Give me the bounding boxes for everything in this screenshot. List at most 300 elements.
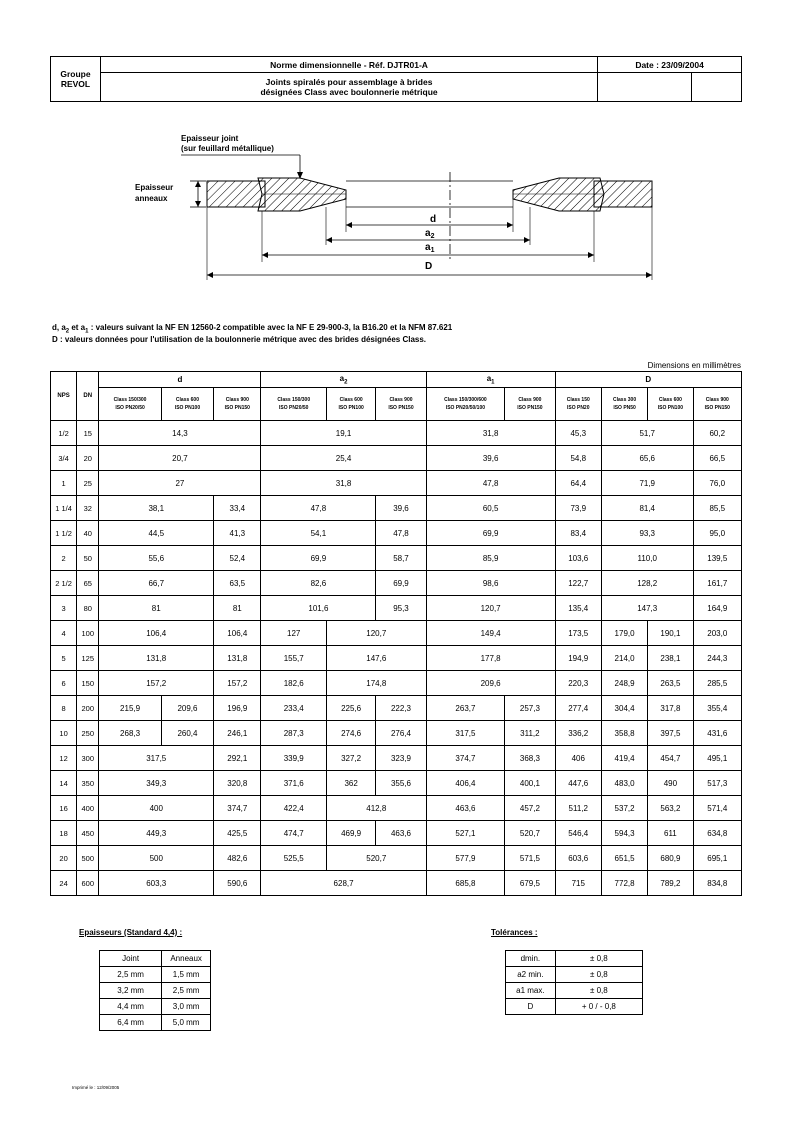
cell-a2: 469,9 [326, 821, 375, 846]
cell-d: 317,5 [99, 746, 214, 771]
cell-dn: 20 [77, 446, 99, 471]
cell-nps: 3/4 [51, 446, 77, 471]
cell-D: 179,0 [601, 621, 647, 646]
table-row [51, 571, 742, 596]
cell-d: 44,5 [99, 521, 214, 546]
cell-dn: 15 [77, 421, 99, 446]
table-row [51, 846, 742, 871]
cell-a1: 463,6 [426, 796, 505, 821]
cell-d: 106,4 [99, 621, 214, 646]
cell-a2: 520,7 [326, 846, 426, 871]
col-nps: NPS [51, 372, 77, 421]
label-feuillard: (sur feuillard métallique) [181, 144, 274, 153]
cell-D: 571,4 [693, 796, 741, 821]
cell-d: 590,6 [214, 871, 261, 896]
table-row [51, 796, 742, 821]
cell-dn: 125 [77, 646, 99, 671]
sub-header: Class 600 ISO PN100 [161, 388, 213, 421]
cell-dn: 450 [77, 821, 99, 846]
cell-a2: 233,4 [261, 696, 326, 721]
cell-D: 135,4 [555, 596, 601, 621]
cell-nps: 20 [51, 846, 77, 871]
cell-a2: 339,9 [261, 746, 326, 771]
cell-nps: 4 [51, 621, 77, 646]
cell-D: 789,2 [648, 871, 693, 896]
cell-d: 81 [214, 596, 261, 621]
cell-d: 500 [99, 846, 214, 871]
cell-D: 263,5 [648, 671, 693, 696]
cell-D: 64,4 [555, 471, 601, 496]
group-D: D [555, 372, 741, 388]
table-row [51, 821, 742, 846]
norm-reference: Norme dimensionnelle - Réf. DJTR01-A [100, 57, 597, 73]
cell-dn: 65 [77, 571, 99, 596]
sub-header: Class 150/300/600 ISO PN20/50/100 [426, 388, 505, 421]
cell-d: 33,4 [214, 496, 261, 521]
cell-D: 511,2 [555, 796, 601, 821]
cell-D: 238,1 [648, 646, 693, 671]
cell-nps: 6 [51, 671, 77, 696]
cell-dn: 25 [77, 471, 99, 496]
table-row [51, 871, 742, 896]
sub-header: Class 900 ISO PN150 [214, 388, 261, 421]
label-epaisseur-joint: Epaisseur joint [181, 134, 239, 143]
cell-d: 63,5 [214, 571, 261, 596]
cell-d: 268,3 [99, 721, 161, 746]
thickness-joint: 6,4 mm [100, 1015, 162, 1031]
cell-a2: 225,6 [326, 696, 375, 721]
cell-a1: 457,2 [505, 796, 555, 821]
tolerance-label: dmin. [506, 951, 556, 967]
table-row [506, 951, 643, 967]
thickness-joint: 2,5 mm [100, 967, 162, 983]
cell-a2: 174,8 [326, 671, 426, 696]
cell-D: 611 [648, 821, 693, 846]
cell-d: 425,5 [214, 821, 261, 846]
cell-nps: 10 [51, 721, 77, 746]
table-row [51, 496, 742, 521]
header-empty-cell [692, 73, 742, 102]
cell-a1: 577,9 [426, 846, 505, 871]
cell-d: 449,3 [99, 821, 214, 846]
table-row [100, 983, 211, 999]
cell-D: 161,7 [693, 571, 741, 596]
cell-nps: 16 [51, 796, 77, 821]
tolerance-label: a1 max. [506, 983, 556, 999]
cell-a2: 39,6 [376, 496, 426, 521]
cell-d: 209,6 [161, 696, 213, 721]
cell-a2: 412,8 [326, 796, 426, 821]
cell-d: 14,3 [99, 421, 261, 446]
cell-dn: 150 [77, 671, 99, 696]
cell-D: 51,7 [601, 421, 693, 446]
left-outer-ring [207, 181, 265, 207]
cell-D: 81,4 [601, 496, 693, 521]
thickness-anneaux: 5,0 mm [162, 1015, 211, 1031]
dimension-table [50, 371, 742, 896]
cell-a2: 355,6 [376, 771, 426, 796]
cell-d: 20,7 [99, 446, 261, 471]
cell-d: 292,1 [214, 746, 261, 771]
cell-d: 106,4 [214, 621, 261, 646]
cell-a1: 679,5 [505, 871, 555, 896]
cell-D: 772,8 [601, 871, 647, 896]
sub-header: Class 150/300 ISO PN20/50 [99, 388, 161, 421]
cell-D: 634,8 [693, 821, 741, 846]
table-row [51, 696, 742, 721]
cell-d: 260,4 [161, 721, 213, 746]
note-line-1: d, $a_2$ et $a_1$ : valeurs suivant la NF EN 12560-2 compatible avec la NF E 29-900-3, la B16.20 et la NFM 87.621 [52, 323, 453, 335]
cell-a1: 39,6 [426, 446, 555, 471]
cell-d: 131,8 [99, 646, 214, 671]
cell-a2: 525,5 [261, 846, 326, 871]
cell-d: 81 [99, 596, 214, 621]
cell-dn: 80 [77, 596, 99, 621]
cell-a1: 257,3 [505, 696, 555, 721]
cell-d: 131,8 [214, 646, 261, 671]
cell-D: 60,2 [693, 421, 741, 446]
tolerance-value: ± 0,8 [555, 967, 642, 983]
dim-d-label: d [430, 214, 437, 225]
cell-dn: 40 [77, 521, 99, 546]
cell-a2: 287,3 [261, 721, 326, 746]
cell-dn: 350 [77, 771, 99, 796]
cell-a1: 120,7 [426, 596, 555, 621]
cell-D: 54,8 [555, 446, 601, 471]
table-row [100, 1015, 211, 1031]
cell-a1: 527,1 [426, 821, 505, 846]
cell-dn: 32 [77, 496, 99, 521]
tolerance-label: D [506, 999, 556, 1015]
thickness-head-anneaux: Anneaux [162, 951, 211, 967]
table-row [51, 471, 742, 496]
cell-nps: 12 [51, 746, 77, 771]
cell-D: 277,4 [555, 696, 601, 721]
units-label: Dimensions en millimètres [647, 361, 741, 370]
cell-a2: 474,7 [261, 821, 326, 846]
cell-a1: 685,8 [426, 871, 505, 896]
cell-a2: 69,9 [261, 546, 376, 571]
cell-D: 563,2 [648, 796, 693, 821]
thickness-anneaux: 1,5 mm [162, 967, 211, 983]
cell-nps: 18 [51, 821, 77, 846]
thickness-table [99, 950, 211, 1031]
table-row [506, 967, 643, 983]
cell-a2: 82,6 [261, 571, 376, 596]
tolerance-value: + 0 / - 0,8 [555, 999, 642, 1015]
cell-a1: 60,5 [426, 496, 555, 521]
cell-a2: 628,7 [261, 871, 426, 896]
cell-a1: 406,4 [426, 771, 505, 796]
cell-nps: 1 1/4 [51, 496, 77, 521]
table-row [51, 646, 742, 671]
cell-d: 215,9 [99, 696, 161, 721]
group-a2: $a_2$ [261, 372, 426, 388]
cell-d: 349,3 [99, 771, 214, 796]
cell-D: 603,6 [555, 846, 601, 871]
cell-a2: 422,4 [261, 796, 326, 821]
table-row [51, 446, 742, 471]
cell-a2: 58,7 [376, 546, 426, 571]
cell-D: 406 [555, 746, 601, 771]
cell-D: 65,6 [601, 446, 693, 471]
cell-a2: 54,1 [261, 521, 376, 546]
col-dn: DN [77, 372, 99, 421]
cell-D: 358,8 [601, 721, 647, 746]
cell-D: 71,9 [601, 471, 693, 496]
cell-a1: 98,6 [426, 571, 555, 596]
tolerances-title: Tolérances : [491, 928, 538, 937]
cell-D: 248,9 [601, 671, 647, 696]
cell-d: 196,9 [214, 696, 261, 721]
document-header [50, 56, 742, 102]
cell-dn: 200 [77, 696, 99, 721]
cell-a2: 371,6 [261, 771, 326, 796]
group-a1: $a_1$ [426, 372, 555, 388]
cell-dn: 250 [77, 721, 99, 746]
cell-a1: 311,2 [505, 721, 555, 746]
thickness-joint: 3,2 mm [100, 983, 162, 999]
left-spiral-joint [258, 178, 346, 211]
cell-D: 45,3 [555, 421, 601, 446]
header-empty-cell [598, 73, 692, 102]
table-row [51, 621, 742, 646]
cell-D: 122,7 [555, 571, 601, 596]
cell-a2: 47,8 [376, 521, 426, 546]
subtitle-line-1: Joints spiralés pour assemblage à brides [265, 77, 433, 87]
table-row [51, 746, 742, 771]
cell-nps: 1/2 [51, 421, 77, 446]
right-spiral-joint [513, 178, 604, 211]
table-row [51, 771, 742, 796]
cell-a1: 69,9 [426, 521, 555, 546]
cell-a2: 31,8 [261, 471, 426, 496]
table-row [506, 983, 643, 999]
cell-D: 834,8 [693, 871, 741, 896]
cell-d: 157,2 [214, 671, 261, 696]
cell-D: 173,5 [555, 621, 601, 646]
cell-dn: 300 [77, 746, 99, 771]
cell-D: 454,7 [648, 746, 693, 771]
thickness-joint: 4,4 mm [100, 999, 162, 1015]
cell-D: 85,5 [693, 496, 741, 521]
cell-dn: 50 [77, 546, 99, 571]
cell-D: 110,0 [601, 546, 693, 571]
cell-D: 715 [555, 871, 601, 896]
cell-a2: 222,3 [376, 696, 426, 721]
cell-a1: 47,8 [426, 471, 555, 496]
sub-header: Class 900 ISO PN150 [693, 388, 741, 421]
table-row [51, 521, 742, 546]
gasket-drawing [0, 120, 793, 290]
cell-d: 27 [99, 471, 261, 496]
cell-d: 66,7 [99, 571, 214, 596]
cell-d: 41,3 [214, 521, 261, 546]
cell-nps: 2 [51, 546, 77, 571]
cell-a1: 571,5 [505, 846, 555, 871]
cell-D: 651,5 [601, 846, 647, 871]
cell-D: 495,1 [693, 746, 741, 771]
cell-a2: 19,1 [261, 421, 426, 446]
cell-d: 603,3 [99, 871, 214, 896]
print-date: Imprimé le : 12/09/2005 [72, 1085, 120, 1090]
cell-D: 83,4 [555, 521, 601, 546]
cell-a2: 155,7 [261, 646, 326, 671]
table-row [51, 421, 742, 446]
cell-a1: 374,7 [426, 746, 505, 771]
table-row [51, 546, 742, 571]
cell-D: 147,3 [601, 596, 693, 621]
cell-D: 546,4 [555, 821, 601, 846]
sub-header: Class 300 ISO PN50 [601, 388, 647, 421]
cell-a2: 327,2 [326, 746, 375, 771]
cell-d: 246,1 [214, 721, 261, 746]
cell-D: 95,0 [693, 521, 741, 546]
cell-nps: 3 [51, 596, 77, 621]
cell-D: 66,5 [693, 446, 741, 471]
cell-D: 244,3 [693, 646, 741, 671]
cell-a1: 520,7 [505, 821, 555, 846]
cell-d: 482,6 [214, 846, 261, 871]
cell-D: 139,5 [693, 546, 741, 571]
cell-a2: 127 [261, 621, 326, 646]
cell-a2: 101,6 [261, 596, 376, 621]
company-name: Groupe REVOL [51, 57, 101, 102]
cell-D: 128,2 [601, 571, 693, 596]
cell-a2: 274,6 [326, 721, 375, 746]
cell-D: 203,0 [693, 621, 741, 646]
cell-a1: 317,5 [426, 721, 505, 746]
cell-a2: 323,9 [376, 746, 426, 771]
cell-a1: 85,9 [426, 546, 555, 571]
cell-D: 419,4 [601, 746, 647, 771]
label-epaisseur-anneaux: Epaisseur [135, 183, 174, 192]
cell-a2: 25,4 [261, 446, 426, 471]
sub-header: Class 600 ISO PN100 [326, 388, 375, 421]
thickness-title: Epaisseurs (Standard 4,4) : [79, 928, 183, 937]
cell-D: 680,9 [648, 846, 693, 871]
cell-a1: 177,8 [426, 646, 555, 671]
cell-a2: 120,7 [326, 621, 426, 646]
cell-a1: 31,8 [426, 421, 555, 446]
table-row [100, 999, 211, 1015]
cell-d: 400 [99, 796, 214, 821]
thickness-anneaux: 2,5 mm [162, 983, 211, 999]
table-row [506, 999, 643, 1015]
cell-dn: 400 [77, 796, 99, 821]
cell-nps: 5 [51, 646, 77, 671]
document-subtitle [100, 73, 597, 102]
cell-D: 194,9 [555, 646, 601, 671]
tolerances-table [505, 950, 643, 1015]
cell-a1: 209,6 [426, 671, 555, 696]
subtitle-line-2: désignées Class avec boulonnerie métrique [260, 87, 438, 97]
cell-D: 490 [648, 771, 693, 796]
cell-a1: 368,3 [505, 746, 555, 771]
cell-D: 304,4 [601, 696, 647, 721]
sub-header: Class 150 ISO PN20 [555, 388, 601, 421]
cell-D: 594,3 [601, 821, 647, 846]
cell-d: 55,6 [99, 546, 214, 571]
document-date: Date : 23/09/2004 [598, 57, 742, 73]
cell-a1: 149,4 [426, 621, 555, 646]
tolerance-value: ± 0,8 [555, 951, 642, 967]
thickness-head-joint: Joint [100, 951, 162, 967]
sub-header: Class 900 ISO PN150 [505, 388, 555, 421]
cell-D: 76,0 [693, 471, 741, 496]
cell-a2: 69,9 [376, 571, 426, 596]
dim-a2-label: $a_2$ [425, 228, 435, 240]
cell-D: 190,1 [648, 621, 693, 646]
cell-D: 431,6 [693, 721, 741, 746]
table-row [100, 967, 211, 983]
cell-a2: 276,4 [376, 721, 426, 746]
cell-D: 483,0 [601, 771, 647, 796]
cell-D: 103,6 [555, 546, 601, 571]
cell-a2: 362 [326, 771, 375, 796]
table-row [51, 671, 742, 696]
cell-a2: 47,8 [261, 496, 376, 521]
cell-D: 220,3 [555, 671, 601, 696]
note-line-2: D : valeurs données pour l'utilisation de la boulonnerie métrique avec des brides désignées Class. [52, 335, 427, 344]
cell-a1: 263,7 [426, 696, 505, 721]
cell-a1: 400,1 [505, 771, 555, 796]
cell-nps: 1 1/2 [51, 521, 77, 546]
label-anneaux: anneaux [135, 194, 168, 203]
cell-d: 157,2 [99, 671, 214, 696]
cell-nps: 24 [51, 871, 77, 896]
cell-d: 320,8 [214, 771, 261, 796]
cell-dn: 600 [77, 871, 99, 896]
tolerance-label: a2 min. [506, 967, 556, 983]
table-row [51, 596, 742, 621]
cell-d: 52,4 [214, 546, 261, 571]
thickness-anneaux: 3,0 mm [162, 999, 211, 1015]
table-row [51, 721, 742, 746]
sub-header: Class 150/300 ISO PN20/50 [261, 388, 326, 421]
right-outer-ring [594, 181, 652, 207]
cell-D: 336,2 [555, 721, 601, 746]
cell-a2: 95,3 [376, 596, 426, 621]
cell-D: 695,1 [693, 846, 741, 871]
cell-a2: 147,6 [326, 646, 426, 671]
cell-nps: 1 [51, 471, 77, 496]
cell-a2: 463,6 [376, 821, 426, 846]
sub-header: Class 600 ISO PN100 [648, 388, 693, 421]
dim-D-label: D [425, 261, 433, 272]
cell-D: 73,9 [555, 496, 601, 521]
cell-D: 517,3 [693, 771, 741, 796]
cell-d: 374,7 [214, 796, 261, 821]
cell-a2: 182,6 [261, 671, 326, 696]
cell-D: 397,5 [648, 721, 693, 746]
cell-D: 447,6 [555, 771, 601, 796]
dim-a1-label: $a_1$ [425, 242, 435, 254]
cell-nps: 2 1/2 [51, 571, 77, 596]
cell-D: 317,8 [648, 696, 693, 721]
cell-D: 355,4 [693, 696, 741, 721]
cell-D: 214,0 [601, 646, 647, 671]
cell-nps: 8 [51, 696, 77, 721]
cell-D: 164,9 [693, 596, 741, 621]
tolerance-value: ± 0,8 [555, 983, 642, 999]
cell-dn: 100 [77, 621, 99, 646]
cell-D: 285,5 [693, 671, 741, 696]
cell-d: 38,1 [99, 496, 214, 521]
cell-D: 537,2 [601, 796, 647, 821]
sub-header: Class 900 ISO PN150 [376, 388, 426, 421]
cell-dn: 500 [77, 846, 99, 871]
